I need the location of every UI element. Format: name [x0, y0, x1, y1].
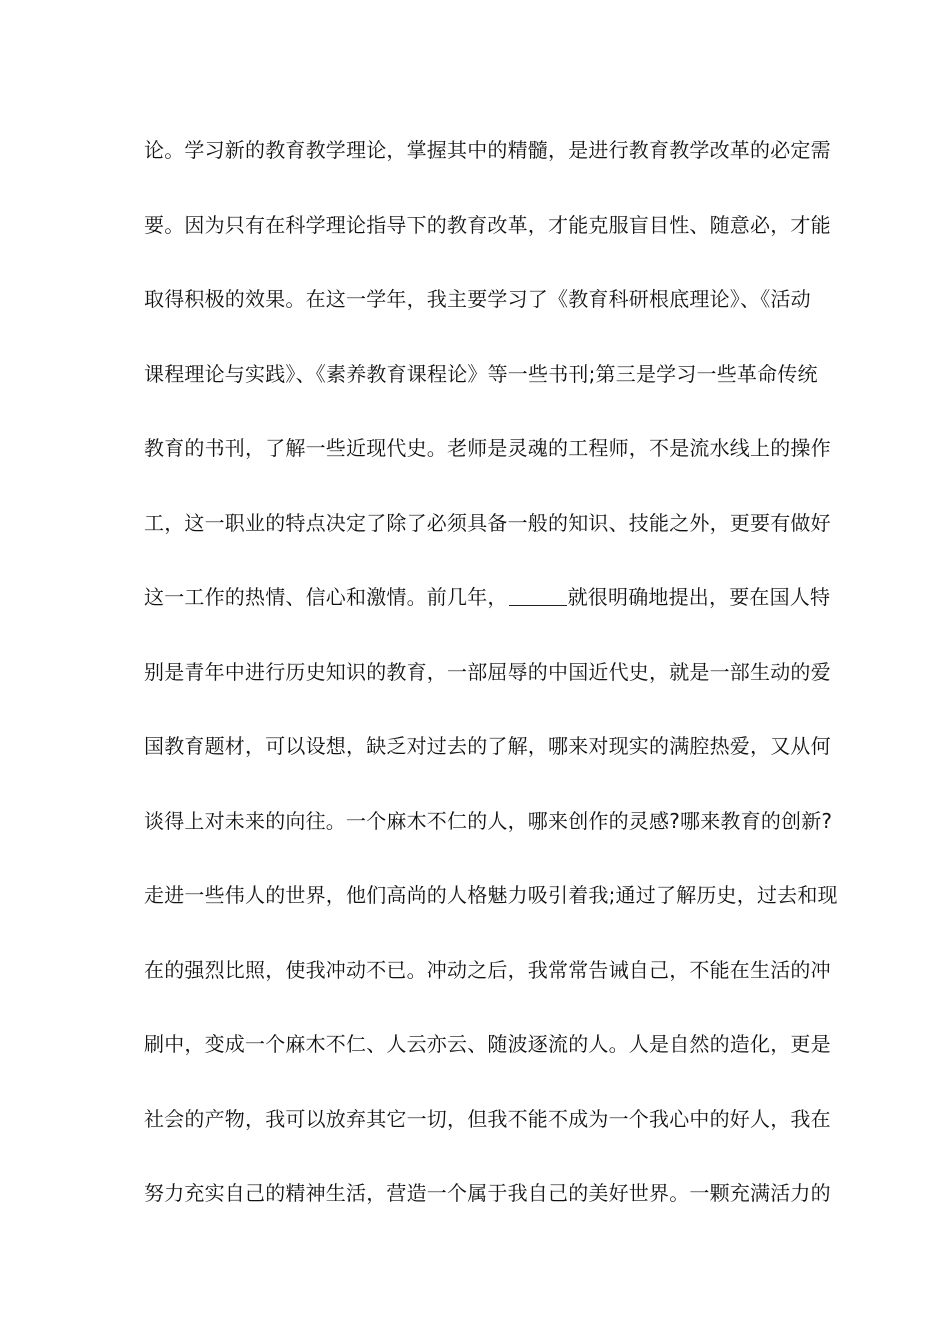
fill-in-blank: [509, 604, 567, 606]
text-line: 要。因为只有在科学理论指导下的教育改革，才能克服盲目性、随意必，才能: [144, 212, 831, 237]
text-line: 国教育题材，可以设想，缺乏对过去的了解，哪来对现实的满腔热爱，又从何: [144, 734, 831, 758]
text-line: 努力充实自己的精神生活，营造一个属于我自己的美好世界。一颗充满活力的: [144, 1181, 831, 1205]
text-line: 走进一些伟人的世界，他们高尚的人格魅力吸引着我;通过了解历史，过去和现: [144, 883, 838, 907]
text-line: 在的强烈比照，使我冲动不已。冲动之后，我常常告诫自己，不能在生活的冲: [144, 957, 831, 982]
text-before-blank: 这一工作的热情、信心和激情。前几年，: [144, 585, 508, 609]
text-line: 谈得上对未来的向往。一个麻木不仁的人，哪来创作的灵感?哪来教育的创新?: [144, 808, 833, 833]
text-after-blank: 就很明确地提出，要在国人特: [567, 585, 831, 609]
text-line: 教育的书刊，了解一些近现代史。老师是灵魂的工程师，不是流水线上的操作: [144, 436, 831, 460]
text-line: 取得积极的效果。在这一学年，我主要学习了《教育科研根底理论》、《活动: [144, 287, 811, 311]
text-line: 课程理论与实践》、《素养教育课程论》等一些书刊;第三是学习一些革命传统: [144, 361, 818, 386]
text-line: 论。学习新的教育教学理论，掌握其中的精髓，是进行教育教学改革的必定需: [144, 138, 831, 162]
text-line: 社会的产物，我可以放弃其它一切，但我不能不成为一个我心中的好人，我在: [144, 1106, 831, 1131]
text-line: 工，这一职业的特点决定了除了必须具备一般的知识、技能之外，更要有做好: [144, 510, 831, 535]
text-line: 别是青年中进行历史知识的教育，一部屈辱的中国近代史，就是一部生动的爱: [144, 659, 831, 684]
text-line: 刷中，变成一个麻木不仁、人云亦云、随波逐流的人。人是自然的造化，更是: [144, 1032, 831, 1056]
text-line-with-blank: [144, 577, 830, 617]
